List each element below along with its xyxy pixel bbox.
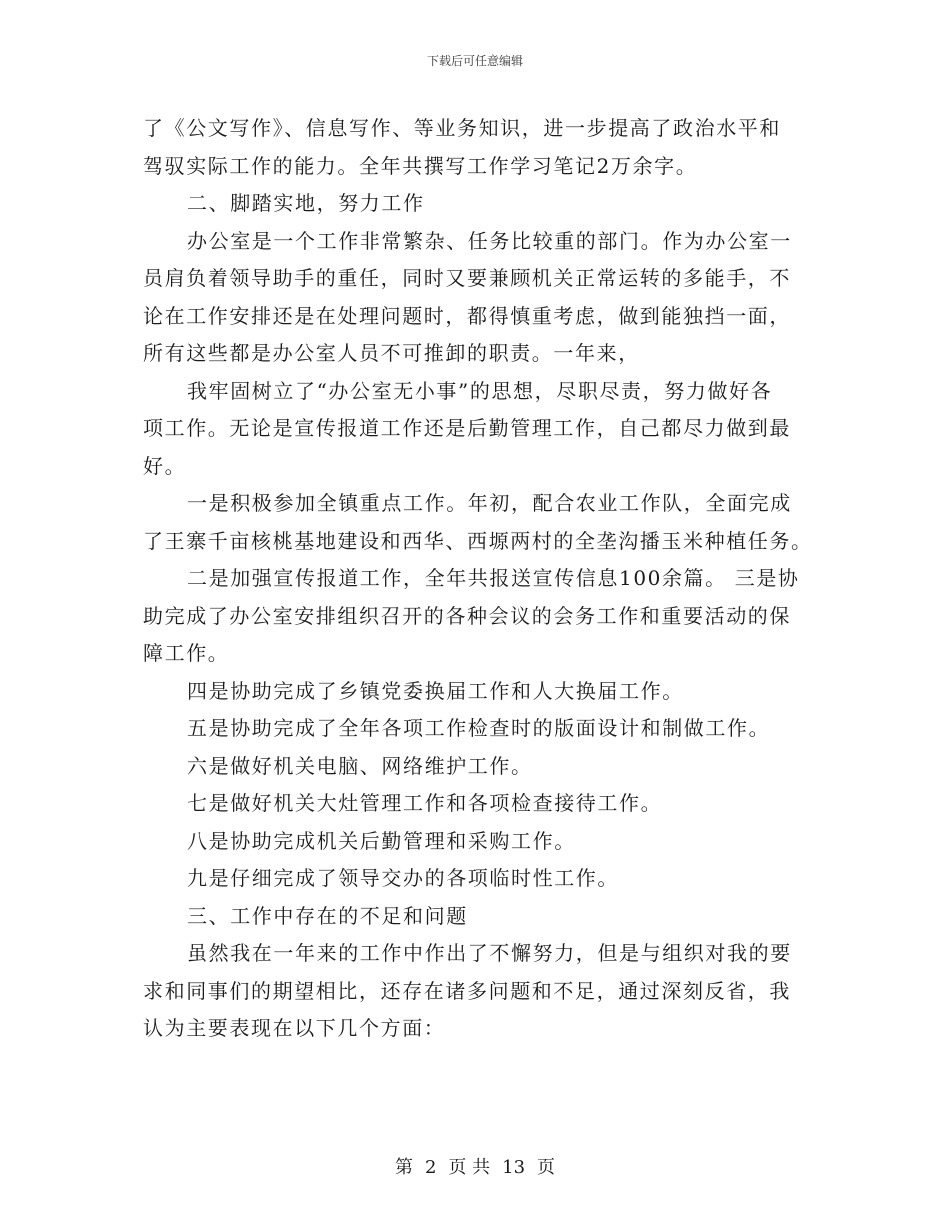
section-heading-3: 三、工作中存在的不足和问题 bbox=[187, 903, 468, 928]
text-line: 员肩负着领导助手的重任，同时又要兼顾机关正常运转的多能手，不 bbox=[143, 266, 791, 290]
text-line: 认为主要表现在以下几个方面： bbox=[143, 1016, 446, 1040]
page-footer bbox=[0, 1153, 950, 1179]
text-line: 了《公文写作》、信息写作、等业务知识，进一步提高了政治水平和 bbox=[143, 116, 781, 140]
text-line: 论在工作安排还是在处理问题时，都得慎重考虑，做到能独挡一面， bbox=[143, 303, 791, 328]
text-line: 四是协助完成了乡镇党委换届工作和人大换届工作。 bbox=[187, 678, 684, 703]
footer-page-number: 2 bbox=[424, 1157, 437, 1178]
text-line: 虽然我在一年来的工作中作出了不懈努力，但是与组织对我的要 bbox=[187, 941, 792, 965]
text-line: 驾驭实际工作的能力。全年共撰写工作学习笔记2万余字。 bbox=[143, 153, 698, 178]
text-line: 一是积极参加全镇重点工作。年初，配合农业工作队，全面完成 bbox=[187, 491, 792, 515]
footer-suffix: 页 bbox=[537, 1157, 556, 1178]
text-line: 二是加强宣传报道工作，全年共报送宣传信息100余篇。 三是协 bbox=[187, 566, 800, 590]
text-line: 所有这些都是办公室人员不可推卸的职责。一年来， bbox=[143, 341, 640, 365]
page-header: 下载后可任意编辑 bbox=[426, 54, 523, 68]
text-line: 六是做好机关电脑、网络维护工作。 bbox=[187, 753, 533, 778]
text-line: 求和同事们的期望相比，还存在诸多问题和不足，通过深刻反省，我 bbox=[143, 978, 791, 1003]
footer-total-pages: 13 bbox=[502, 1157, 526, 1178]
text-line: 项工作。无论是宣传报道工作还是后勤管理工作，自己都尽力做到最 bbox=[143, 416, 791, 440]
text-line: 九是仔细完成了领导交办的各项临时性工作。 bbox=[187, 866, 619, 890]
text-line: 我牢固树立了“办公室无小事”的思想，尽职尽责，努力做好各 bbox=[187, 378, 773, 403]
text-line: 八是协助完成机关后勤管理和采购工作。 bbox=[187, 828, 576, 853]
text-line: 障工作。 bbox=[143, 641, 230, 665]
text-line: 七是做好机关大灶管理工作和各项检查接待工作。 bbox=[187, 791, 663, 815]
text-line: 助完成了办公室安排组织召开的各种会议的会务工作和重要活动的保 bbox=[143, 603, 791, 628]
document-body bbox=[143, 110, 813, 1048]
text-line: 好。 bbox=[143, 453, 187, 478]
footer-prefix: 第 bbox=[394, 1157, 413, 1178]
footer-middle: 页 共 bbox=[448, 1157, 491, 1178]
text-line: 办公室是一个工作非常繁杂、任务比较重的部门。作为办公室一 bbox=[187, 228, 792, 253]
section-heading-2: 二、脚踏实地，努力工作 bbox=[187, 191, 425, 215]
text-line: 五是协助完成了全年各项工作检查时的版面设计和制做工作。 bbox=[187, 716, 771, 740]
text-line: 了王寨千亩核桃基地建设和西华、西塬两村的全垄沟播玉米种植任务。 bbox=[143, 528, 813, 553]
